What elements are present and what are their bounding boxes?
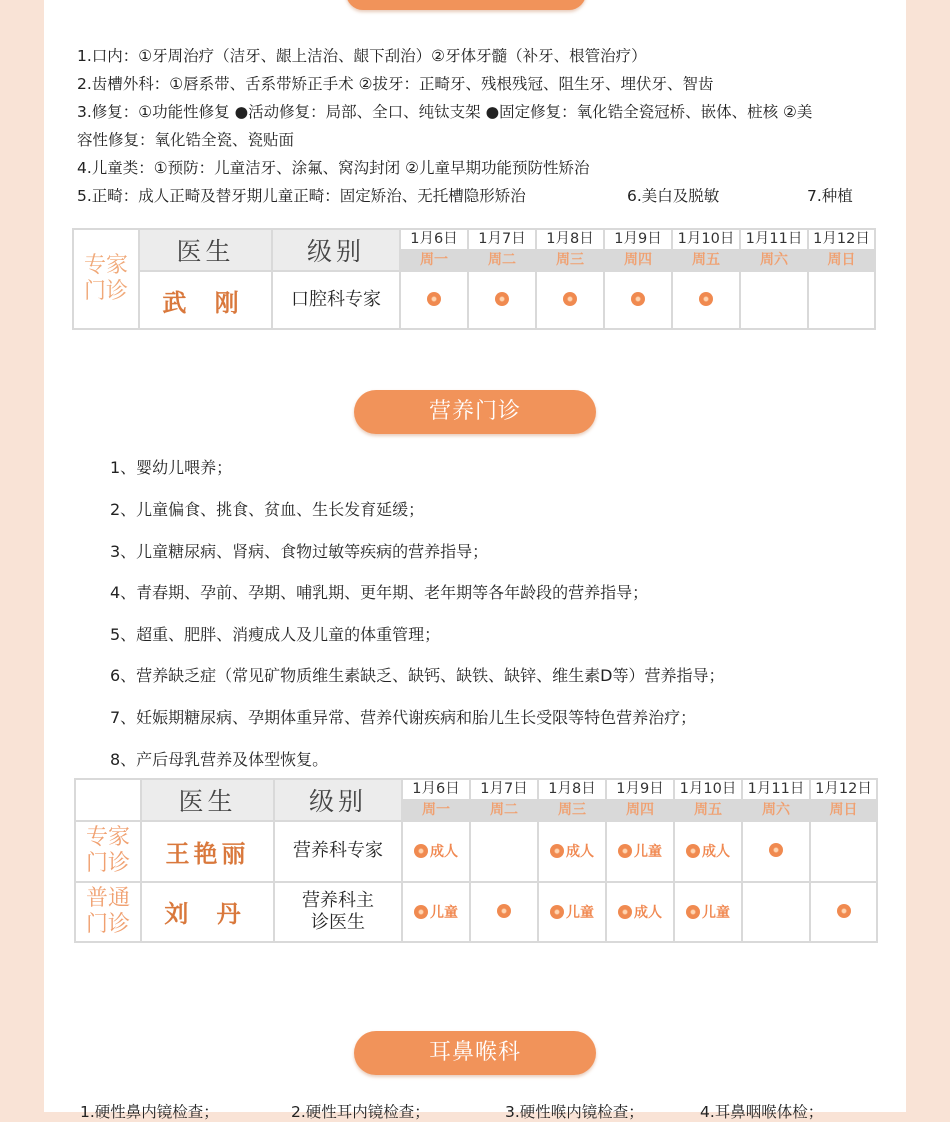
nutrition-item-3: 3、儿童糖尿病、肾病、食物过敏等疾病的营养指导；	[110, 542, 489, 561]
slot-cell	[400, 271, 468, 329]
nutrition-weekday-5: 周五	[674, 800, 742, 821]
nutrition-item-4: 4、青春期、孕前、孕期、哺乳期、更年期、老年期等各年龄段的营养指导；	[110, 583, 649, 602]
dental-weekday-6: 周六	[740, 250, 808, 271]
doctor-level: 营养科专家	[274, 821, 402, 881]
dental-level-header: 级别	[272, 229, 400, 271]
slot-cell	[470, 821, 538, 881]
slot-cell	[538, 821, 606, 881]
slot-cell	[470, 882, 538, 942]
available-dot-icon	[414, 905, 428, 919]
available-dot-icon	[497, 904, 511, 918]
available-dot-icon	[427, 292, 441, 306]
available-dot-icon	[686, 905, 700, 919]
ent-item-3: 3.硬性喉内镜检查；	[505, 1103, 644, 1121]
nutrition-level-header: 级别	[274, 779, 402, 821]
dental-line-5: 4.儿童类：①预防：儿童洁牙、涂氟、窝沟封闭 ②儿童早期功能预防性矫治	[77, 159, 590, 177]
slot-cell	[742, 821, 810, 881]
slot-cell	[810, 821, 877, 881]
nutrition-date-1: 1月6日	[402, 779, 470, 800]
dental-category-label: 专家门诊	[83, 253, 128, 304]
dental-line-whitening: 6.美白及脱敏	[627, 187, 720, 205]
nutrition-weekday-4: 周四	[606, 800, 674, 821]
nutrition-date-5: 1月10日	[674, 779, 742, 800]
dental-section-pill	[346, 0, 586, 10]
nutrition-title-pill: 营养门诊	[354, 390, 596, 434]
doctor-level: 口腔科专家	[272, 271, 400, 329]
slot-cell	[606, 821, 674, 881]
available-dot-icon	[699, 292, 713, 306]
nutrition-item-7: 7、妊娠期糖尿病、孕期体重异常、营养代谢疾病和胎儿生长受限等特色营养治疗；	[110, 708, 697, 727]
dental-schedule-table	[72, 228, 876, 330]
nutrition-item-5: 5、超重、肥胖、消瘦成人及儿童的体重管理；	[110, 625, 441, 644]
available-dot-icon	[686, 844, 700, 858]
dental-weekday-7: 周日	[808, 250, 875, 271]
category-label: 普通门诊	[85, 885, 130, 937]
doctor-name: 刘 丹	[141, 882, 274, 942]
available-dot-icon	[563, 292, 577, 306]
patient-type-label: 儿童	[430, 904, 458, 921]
dental-weekday-4: 周四	[604, 250, 672, 271]
slot-cell	[468, 271, 536, 329]
patient-type-label: 成人	[566, 844, 594, 861]
nutrition-date-3: 1月8日	[538, 779, 606, 800]
available-dot-icon	[495, 292, 509, 306]
nutrition-item-6: 6、营养缺乏症（常见矿物质维生素缺乏、缺钙、缺铁、缺锌、维生素D等）营养指导；	[110, 666, 725, 685]
nutrition-weekday-6: 周六	[742, 800, 810, 821]
nutrition-date-7: 1月12日	[810, 779, 877, 800]
dental-line-3: 3.修复：①功能性修复 ●活动修复：局部、全口、纯钛支架 ●固定修复：氧化锆全瓷冠桥、嵌体、桩核 ②美	[77, 103, 813, 121]
dental-doctor-header: 医生	[139, 229, 272, 271]
nutrition-corner-cell	[75, 779, 141, 821]
slot-cell	[606, 882, 674, 942]
nutrition-item-8: 8、产后母乳营养及体型恢复。	[110, 750, 329, 769]
slot-cell	[402, 882, 470, 942]
slot-cell	[538, 882, 606, 942]
slot-cell	[672, 271, 740, 329]
doctor-name: 王艳丽	[141, 821, 274, 881]
nutrition-date-4: 1月9日	[606, 779, 674, 800]
dental-weekday-1: 周一	[400, 250, 468, 271]
available-dot-icon	[837, 904, 851, 918]
nutrition-item-2: 2、儿童偏食、挑食、贫血、生长发育延缓；	[110, 500, 425, 519]
slot-cell	[536, 271, 604, 329]
patient-type-label: 成人	[430, 844, 458, 861]
nutrition-weekday-1: 周一	[402, 800, 470, 821]
nutrition-doctor-header: 医生	[141, 779, 274, 821]
dental-weekday-2: 周二	[468, 250, 536, 271]
dental-date-7: 1月12日	[808, 229, 875, 250]
dental-weekday-3: 周三	[536, 250, 604, 271]
slot-cell	[810, 882, 877, 942]
doctor-name: 武 刚	[139, 271, 272, 329]
category-label: 专家门诊	[85, 825, 130, 877]
nutrition-date-2: 1月7日	[470, 779, 538, 800]
dental-line-6: 5.正畸：成人正畸及替牙期儿童正畸：固定矫治、无托槽隐形矫治	[77, 187, 526, 205]
patient-type-label: 儿童	[634, 844, 662, 861]
patient-type-label: 成人	[634, 904, 662, 921]
available-dot-icon	[618, 905, 632, 919]
slot-cell	[674, 821, 742, 881]
dental-date-5: 1月10日	[672, 229, 740, 250]
doctor-level-text: 营养科主诊医生	[302, 889, 374, 933]
dental-line-4: 容性修复：氧化锆全瓷、瓷贴面	[77, 131, 295, 149]
nutrition-schedule-table	[74, 778, 878, 943]
nutrition-weekday-3: 周三	[538, 800, 606, 821]
dental-date-3: 1月8日	[536, 229, 604, 250]
ent-item-1: 1.硬性鼻内镜检查；	[80, 1103, 219, 1121]
dental-date-2: 1月7日	[468, 229, 536, 250]
dental-date-4: 1月9日	[604, 229, 672, 250]
dental-date-1: 1月6日	[400, 229, 468, 250]
slot-cell	[674, 882, 742, 942]
dental-line-2: 2.齿槽外科：①唇系带、舌系带矫正手术 ②拔牙：正畸牙、残根残冠、阻生牙、埋伏牙、智齿	[77, 75, 714, 93]
dental-weekday-5: 周五	[672, 250, 740, 271]
nutrition-item-1: 1、婴幼儿喂养；	[110, 458, 233, 477]
available-dot-icon	[550, 905, 564, 919]
category-cell	[75, 882, 141, 942]
dental-line-1: 1.口内：①牙周治疗（洁牙、龈上洁治、龈下刮治）②牙体牙髓（补牙、根管治疗）	[77, 47, 647, 65]
nutrition-weekday-7: 周日	[810, 800, 877, 821]
slot-cell	[742, 882, 810, 942]
nutrition-date-6: 1月11日	[742, 779, 810, 800]
slot-cell	[402, 821, 470, 881]
dental-date-6: 1月11日	[740, 229, 808, 250]
patient-type-label: 儿童	[566, 904, 594, 921]
ent-item-2: 2.硬性耳内镜检查；	[291, 1103, 430, 1121]
patient-type-label: 儿童	[702, 904, 730, 921]
nutrition-weekday-2: 周二	[470, 800, 538, 821]
slot-cell	[740, 271, 808, 329]
available-dot-icon	[631, 292, 645, 306]
available-dot-icon	[618, 844, 632, 858]
available-dot-icon	[769, 843, 783, 857]
ent-item-4: 4.耳鼻咽喉体检；	[700, 1103, 824, 1121]
category-cell	[75, 821, 141, 881]
dental-category-cell	[73, 229, 139, 329]
available-dot-icon	[414, 844, 428, 858]
slot-cell	[808, 271, 875, 329]
slot-cell	[604, 271, 672, 329]
doctor-level	[274, 882, 402, 942]
patient-type-label: 成人	[702, 844, 730, 861]
available-dot-icon	[550, 844, 564, 858]
dental-line-implant: 7.种植	[807, 187, 853, 205]
ent-title-pill: 耳鼻喉科	[354, 1031, 596, 1075]
